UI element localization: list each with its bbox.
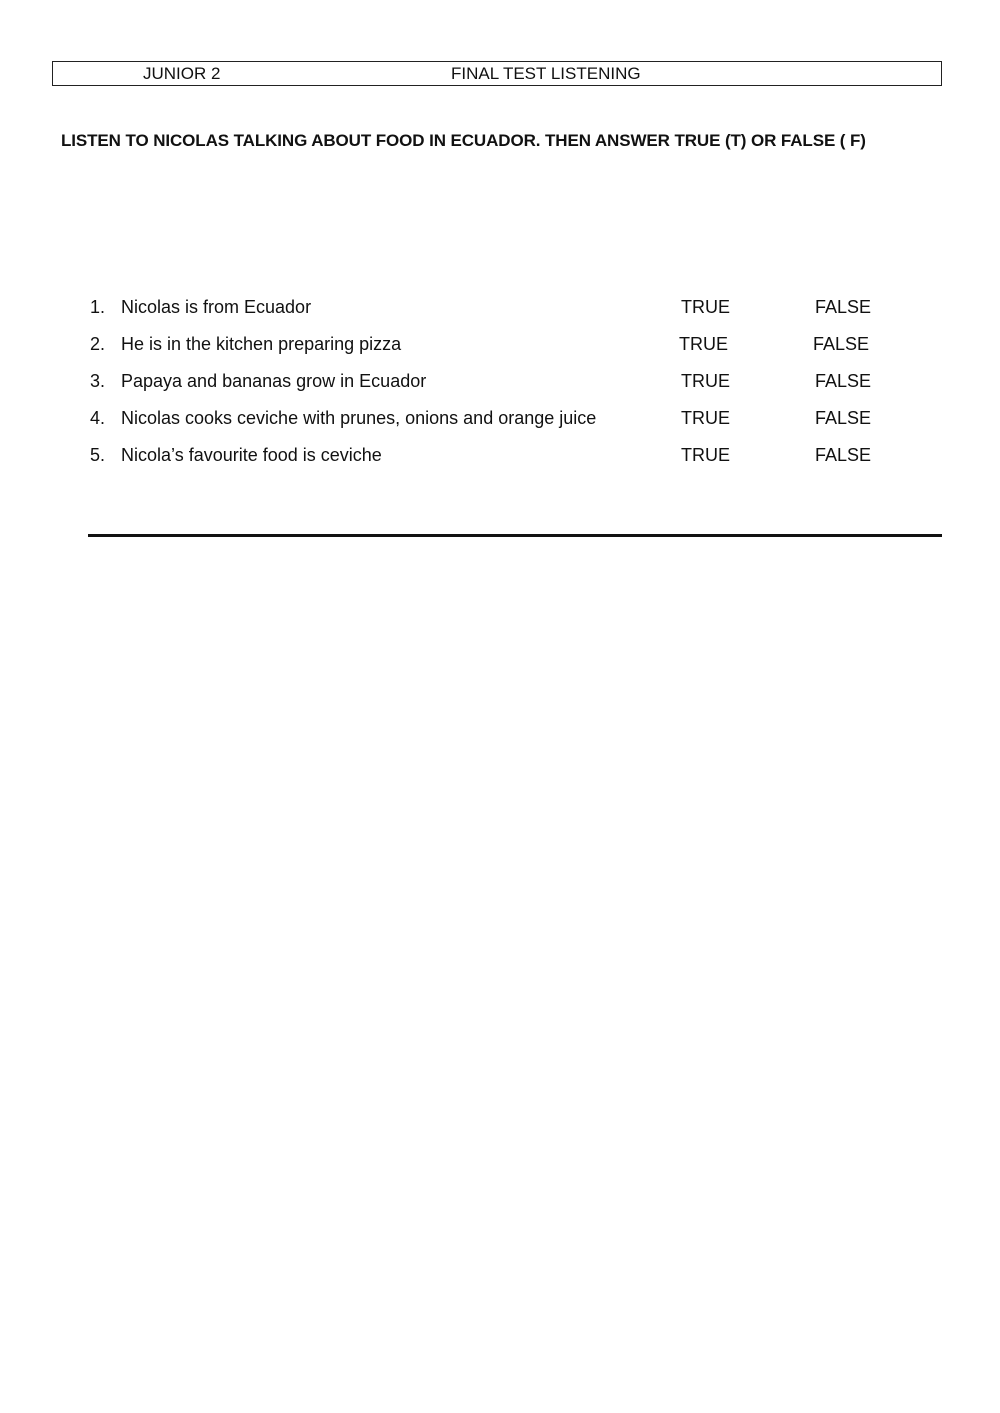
question-item bbox=[90, 333, 890, 370]
true-option[interactable]: TRUE bbox=[681, 297, 730, 317]
question-text: Nicolas cooks ceviche with prunes, onions and orange juice bbox=[121, 408, 597, 428]
instructions: LISTEN TO NICOLAS TALKING ABOUT FOOD IN ECUADOR. THEN ANSWER TRUE (T) OR FALSE ( F) bbox=[61, 131, 866, 150]
question-number: 2. bbox=[90, 334, 106, 354]
question-item bbox=[90, 296, 890, 333]
question-text: Papaya and bananas grow in Ecuador bbox=[121, 371, 427, 391]
level-label: JUNIOR 2 bbox=[143, 64, 221, 83]
question-text: He is in the kitchen preparing pizza bbox=[121, 334, 402, 354]
false-option[interactable]: FALSE bbox=[815, 408, 872, 428]
false-option[interactable]: FALSE bbox=[813, 334, 870, 354]
false-option[interactable]: FALSE bbox=[815, 445, 872, 465]
header-box bbox=[52, 61, 942, 86]
question-item bbox=[90, 370, 890, 407]
true-option[interactable]: TRUE bbox=[679, 334, 728, 354]
question-number: 4. bbox=[90, 408, 106, 428]
true-option[interactable]: TRUE bbox=[681, 408, 730, 428]
false-option[interactable]: FALSE bbox=[815, 297, 872, 317]
question-text: Nicolas is from Ecuador bbox=[121, 297, 312, 317]
question-text: Nicola’s favourite food is ceviche bbox=[121, 445, 382, 465]
question-number: 1. bbox=[90, 297, 106, 317]
question-number: 3. bbox=[90, 371, 106, 391]
false-option[interactable]: FALSE bbox=[815, 371, 872, 391]
true-option[interactable]: TRUE bbox=[681, 445, 730, 465]
question-number: 5. bbox=[90, 445, 106, 465]
question-list bbox=[90, 296, 890, 481]
question-item bbox=[90, 407, 890, 444]
test-title: FINAL TEST LISTENING bbox=[451, 64, 641, 83]
question-item bbox=[90, 444, 890, 481]
bottom-divider bbox=[88, 534, 942, 537]
true-option[interactable]: TRUE bbox=[681, 371, 730, 391]
